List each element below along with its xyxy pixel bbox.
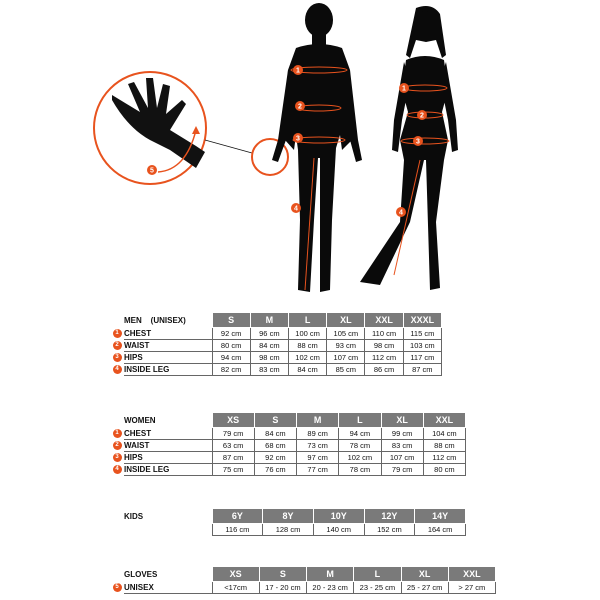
women-label-inside-leg: INSIDE LEG xyxy=(124,464,212,476)
men-size-m: M xyxy=(250,313,288,328)
men-value: 105 cm xyxy=(327,328,365,340)
kids-size-8y: 8Y xyxy=(263,509,314,524)
kids-value: 164 cm xyxy=(415,524,466,536)
svg-text:4: 4 xyxy=(399,209,403,217)
men-value: 98 cm xyxy=(250,352,288,364)
svg-text:1: 1 xyxy=(402,85,406,93)
women-value: 78 cm xyxy=(339,464,381,476)
women-value: 99 cm xyxy=(381,428,423,440)
men-subtitle: (UNISEX) xyxy=(150,315,186,325)
hand-silhouette xyxy=(112,78,205,168)
kids-size-10y: 10Y xyxy=(313,509,364,524)
women-size-xxl: XXL xyxy=(423,413,465,428)
women-value: 94 cm xyxy=(339,428,381,440)
gloves-size-m: M xyxy=(307,567,354,582)
women-row-chest xyxy=(110,428,466,440)
marker-5: 5 xyxy=(113,583,122,592)
men-label-waist: WAIST xyxy=(124,340,212,352)
kids-size-14y: 14Y xyxy=(415,509,466,524)
men-value: 96 cm xyxy=(250,328,288,340)
marker-4: 4 xyxy=(113,365,122,374)
svg-text:3: 3 xyxy=(296,135,300,143)
men-row-hips xyxy=(110,352,442,364)
men-value: 100 cm xyxy=(288,328,326,340)
gloves-value: > 27 cm xyxy=(448,582,495,594)
men-value: 102 cm xyxy=(288,352,326,364)
women-value: 78 cm xyxy=(339,440,381,452)
women-value: 112 cm xyxy=(423,452,465,464)
men-size-xxxl: XXXL xyxy=(403,313,441,328)
gloves-value: <17cm xyxy=(212,582,259,594)
men-value: 84 cm xyxy=(250,340,288,352)
men-row-chest xyxy=(110,328,442,340)
men-value: 94 cm xyxy=(212,352,250,364)
women-value: 89 cm xyxy=(297,428,339,440)
women-size-table xyxy=(110,412,466,476)
kids-value: 116 cm xyxy=(212,524,263,536)
women-value: 104 cm xyxy=(423,428,465,440)
marker-3: 3 xyxy=(113,353,122,362)
marker-4: 4 xyxy=(113,465,122,474)
men-value: 85 cm xyxy=(327,364,365,376)
women-row-waist xyxy=(110,440,466,452)
marker-1: 1 xyxy=(113,429,122,438)
gloves-size-s: S xyxy=(259,567,306,582)
men-value: 107 cm xyxy=(327,352,365,364)
svg-text:2: 2 xyxy=(298,103,302,111)
kids-row-height xyxy=(110,524,466,536)
women-label-chest: CHEST xyxy=(124,428,212,440)
men-value: 110 cm xyxy=(365,328,403,340)
women-value: 63 cm xyxy=(212,440,254,452)
women-value: 73 cm xyxy=(297,440,339,452)
women-row-hips xyxy=(110,452,466,464)
women-value: 79 cm xyxy=(212,428,254,440)
svg-text:1: 1 xyxy=(296,67,300,75)
gloves-label-unisex: UNISEX xyxy=(124,582,212,594)
svg-text:4: 4 xyxy=(294,205,298,213)
women-value: 83 cm xyxy=(381,440,423,452)
kids-value: 152 cm xyxy=(364,524,415,536)
men-value: 93 cm xyxy=(327,340,365,352)
kids-size-table xyxy=(110,508,466,536)
men-value: 84 cm xyxy=(288,364,326,376)
gloves-value: 23 - 25 cm xyxy=(354,582,401,594)
gloves-value: 25 - 27 cm xyxy=(401,582,448,594)
gloves-value: 17 - 20 cm xyxy=(259,582,306,594)
women-value: 84 cm xyxy=(254,428,296,440)
women-row-inside-leg xyxy=(110,464,466,476)
men-size-xl: XL xyxy=(327,313,365,328)
women-value: 97 cm xyxy=(297,452,339,464)
gloves-size-xl: XL xyxy=(401,567,448,582)
women-value: 75 cm xyxy=(212,464,254,476)
marker-2: 2 xyxy=(113,341,122,350)
women-title: WOMEN xyxy=(124,415,156,425)
men-value: 98 cm xyxy=(365,340,403,352)
marker-3: 3 xyxy=(113,453,122,462)
men-label-inside-leg: INSIDE LEG xyxy=(124,364,212,376)
men-title-cell xyxy=(110,313,212,328)
men-value: 87 cm xyxy=(403,364,441,376)
men-label-hips: HIPS xyxy=(124,352,212,364)
women-size-s: S xyxy=(254,413,296,428)
marker-5: 5 xyxy=(150,167,154,175)
gloves-size-l: L xyxy=(354,567,401,582)
women-value: 88 cm xyxy=(423,440,465,452)
men-row-waist xyxy=(110,340,442,352)
men-title: MEN xyxy=(124,315,142,325)
gloves-row-unisex xyxy=(110,582,496,594)
women-size-xs: XS xyxy=(212,413,254,428)
men-size-xxl: XXL xyxy=(365,313,403,328)
gloves-title: GLOVES xyxy=(124,569,158,579)
svg-text:2: 2 xyxy=(420,112,424,120)
men-row-inside-leg xyxy=(110,364,442,376)
women-label-waist: WAIST xyxy=(124,440,212,452)
men-value: 103 cm xyxy=(403,340,441,352)
men-value: 112 cm xyxy=(365,352,403,364)
women-label-hips: HIPS xyxy=(124,452,212,464)
men-value: 86 cm xyxy=(365,364,403,376)
women-value: 76 cm xyxy=(254,464,296,476)
kids-value: 128 cm xyxy=(263,524,314,536)
women-value: 80 cm xyxy=(423,464,465,476)
women-size-m: M xyxy=(297,413,339,428)
female-figure xyxy=(360,6,458,290)
women-value: 68 cm xyxy=(254,440,296,452)
men-value: 83 cm xyxy=(250,364,288,376)
svg-text:3: 3 xyxy=(416,138,420,146)
women-value: 92 cm xyxy=(254,452,296,464)
women-size-l: L xyxy=(339,413,381,428)
women-value: 107 cm xyxy=(381,452,423,464)
gloves-size-xxl: XXL xyxy=(448,567,495,582)
gloves-size-xs: XS xyxy=(212,567,259,582)
men-value: 82 cm xyxy=(212,364,250,376)
men-value: 117 cm xyxy=(403,352,441,364)
gloves-size-table xyxy=(110,566,496,594)
kids-size-6y: 6Y xyxy=(212,509,263,524)
women-size-xl: XL xyxy=(381,413,423,428)
women-value: 87 cm xyxy=(212,452,254,464)
men-value: 115 cm xyxy=(403,328,441,340)
men-value: 80 cm xyxy=(212,340,250,352)
kids-size-12y: 12Y xyxy=(364,509,415,524)
men-size-s: S xyxy=(212,313,250,328)
men-size-l: L xyxy=(288,313,326,328)
men-value: 92 cm xyxy=(212,328,250,340)
kids-value: 140 cm xyxy=(313,524,364,536)
women-value: 79 cm xyxy=(381,464,423,476)
marker-1: 1 xyxy=(113,329,122,338)
women-value: 77 cm xyxy=(297,464,339,476)
gloves-value: 20 - 23 cm xyxy=(307,582,354,594)
marker-2: 2 xyxy=(113,441,122,450)
women-value: 102 cm xyxy=(339,452,381,464)
glove-inset xyxy=(94,72,288,184)
kids-title: KIDS xyxy=(124,511,144,521)
men-label-chest: CHEST xyxy=(124,328,212,340)
men-value: 88 cm xyxy=(288,340,326,352)
men-size-table xyxy=(110,312,442,376)
